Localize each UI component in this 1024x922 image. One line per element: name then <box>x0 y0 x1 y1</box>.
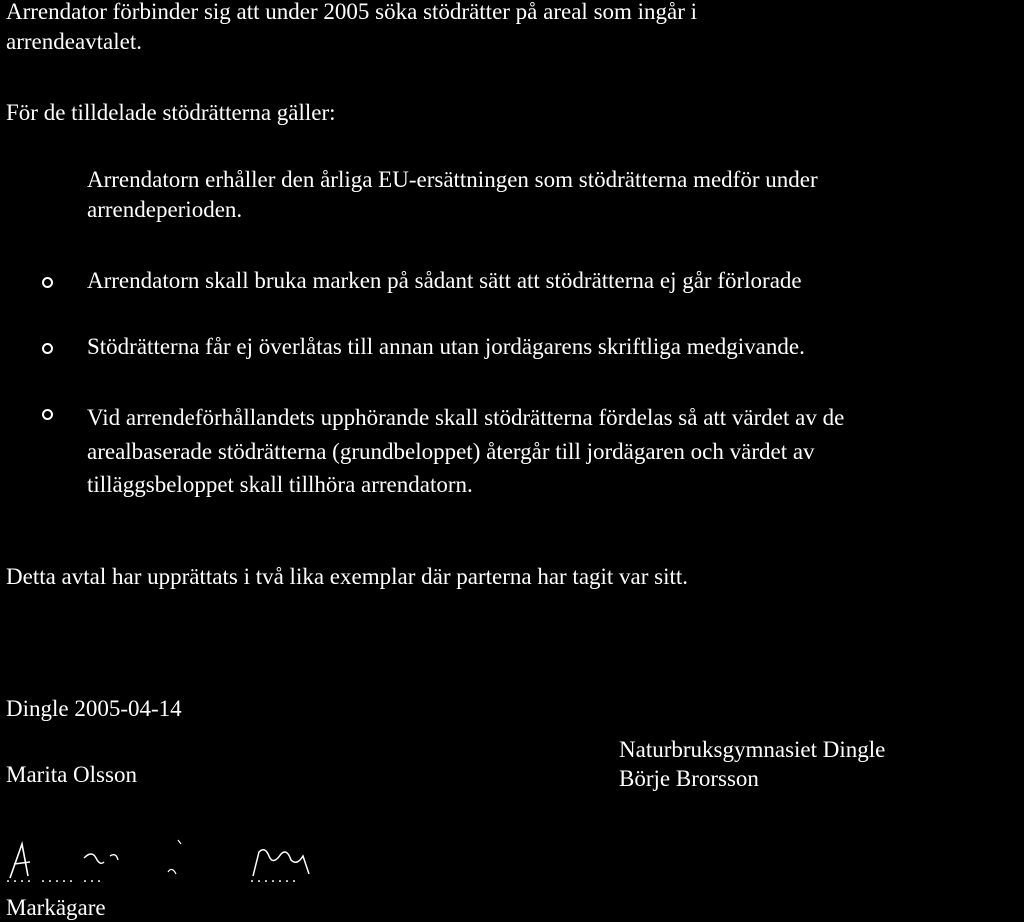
place-date: Dingle 2005-04-14 <box>6 696 182 721</box>
intro-line-1: Arrendator förbinder sig att under 2005 söka stödrätter på areal som ingår i <box>6 0 698 24</box>
rule-item-4-line-1: Vid arrendeförhållandets upphörande skall stödrätterna fördelas så att värdet av de <box>87 405 845 430</box>
bullet-icon <box>42 277 53 288</box>
intro-line-2: arrendeavtalet. <box>6 29 142 54</box>
rules-heading: För de tilldelade stödrätterna gäller: <box>6 100 336 125</box>
bullet-icon <box>42 409 53 420</box>
right-signatory-name: Börje Brorsson <box>619 766 759 791</box>
signature-line-dots: ....... <box>250 869 299 886</box>
left-role-label: Markägare <box>6 895 106 920</box>
signature-line-dots: .... ..... ... <box>6 869 104 886</box>
rule-item-2-line-1: Arrendatorn skall bruka marken på sådant sätt att stödrätterna ej går förlorade <box>87 268 802 293</box>
rule-item-4-line-3: tilläggsbeloppet skall tillhöra arrendatorn. <box>87 472 473 497</box>
rule-item-1-line-2: arrendeperioden. <box>87 197 243 222</box>
rule-item-1-line-1: Arrendatorn erhåller den årliga EU-ersättningen som stödrätterna medför under <box>87 167 818 192</box>
rule-item-3-line-1: Stödrätterna får ej överlåtas till annan utan jordägarens skriftliga medgivande. <box>87 334 805 359</box>
left-signatory-name: Marita Olsson <box>6 762 137 787</box>
bullet-icon <box>42 343 53 354</box>
right-signatory-org: Naturbruksgymnasiet Dingle <box>619 737 886 762</box>
closing-statement: Detta avtal har upprättats i två lika exemplar där parterna har tagit var sitt. <box>6 564 689 589</box>
rule-item-4-line-2: arealbaserade stödrätterna (grundbeloppet) återgår till jordägaren och värdet av <box>87 439 815 464</box>
